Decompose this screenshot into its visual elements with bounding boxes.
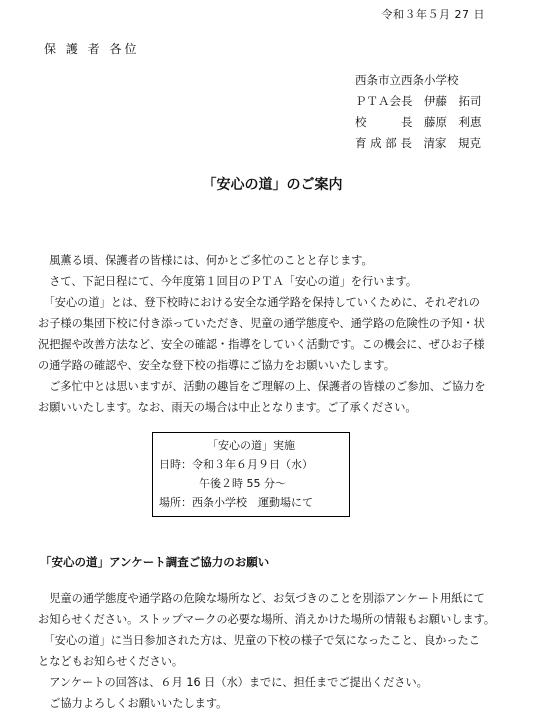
survey-line: となどもお知らせください。 bbox=[38, 655, 184, 668]
intro-line: さて、下記日程にて、今年度第１回目のＰＴＡ「安心の道」を行います。 bbox=[38, 275, 418, 288]
intro-line: 「安心の道」とは、登下校時における安全な通学路を保持していくために、それぞれの bbox=[38, 296, 480, 309]
intro-line: ご多忙中とは思いますが、活動の趣旨をご理解の上、保護者の皆様のご参加、ご協力を bbox=[38, 380, 486, 393]
event-time: 午後２時 55 分～ bbox=[199, 477, 286, 490]
sender-principal: 校 長 藤原 利恵 bbox=[355, 115, 482, 129]
survey-line: アンケートの回答は、６月 16 日（水）までに、担任までご提出ください。 bbox=[38, 676, 428, 689]
survey-line: 「安心の道」に当日参加された方は、児童の下校の様子で気になったこと、良かったこ bbox=[38, 634, 480, 647]
event-place: 場所：西条小学校 運動場にて bbox=[159, 496, 313, 509]
intro-line: お子様の集団下校に付き添っていただき、児童の通学態度や、通学路の危険性の予知・状 bbox=[38, 317, 485, 330]
sender-school: 西条市立西条小学校 bbox=[355, 73, 459, 87]
survey-line: 児童の通学態度や通学路の危険な場所など、お気づきのことを別添アンケート用紙にて bbox=[38, 592, 485, 605]
intro-line: 況把握や改善方法など、安全の確認・指導をしていく活動です。この機会に、ぜひお子様 bbox=[38, 338, 485, 351]
survey-line: お知らせください。ストップマークの必要な場所、消えかけた場所の情報もお願いします。 bbox=[38, 613, 496, 626]
sender-block bbox=[355, 70, 482, 154]
intro-paragraph bbox=[38, 250, 508, 418]
intro-line: お願いいたします。なお、雨天の場合は中止となります。ご了承ください。 bbox=[38, 401, 417, 414]
event-details-box bbox=[152, 432, 350, 517]
event-date: 日時：令和３年６月９日（水） bbox=[159, 458, 313, 471]
survey-line: ご協力よろしくお願いいたします。 bbox=[38, 697, 228, 710]
sender-department-head: 育 成 部 長 清家 規克 bbox=[355, 136, 481, 150]
document-date: 令和３年５月 27 日 bbox=[381, 8, 485, 21]
survey-paragraph bbox=[38, 588, 508, 714]
intro-line: 風薫る頃、保護者の皆様には、何かとご多忙のことと存じます。 bbox=[38, 254, 373, 267]
intro-line: の通学路の確認や、安全な登下校の指導にご協力をお願いいたします。 bbox=[38, 359, 395, 372]
survey-title: 「安心の道」アンケート調査ご協力のお願い bbox=[40, 555, 270, 569]
document-title: 「安心の道」のご案内 bbox=[202, 177, 343, 193]
sender-pta-president: ＰＴＡ会長 伊藤 拓司 bbox=[355, 94, 482, 108]
event-heading: 「安心の道」実施 bbox=[207, 439, 295, 452]
recipient: 保 護 者 各位 bbox=[44, 42, 140, 56]
